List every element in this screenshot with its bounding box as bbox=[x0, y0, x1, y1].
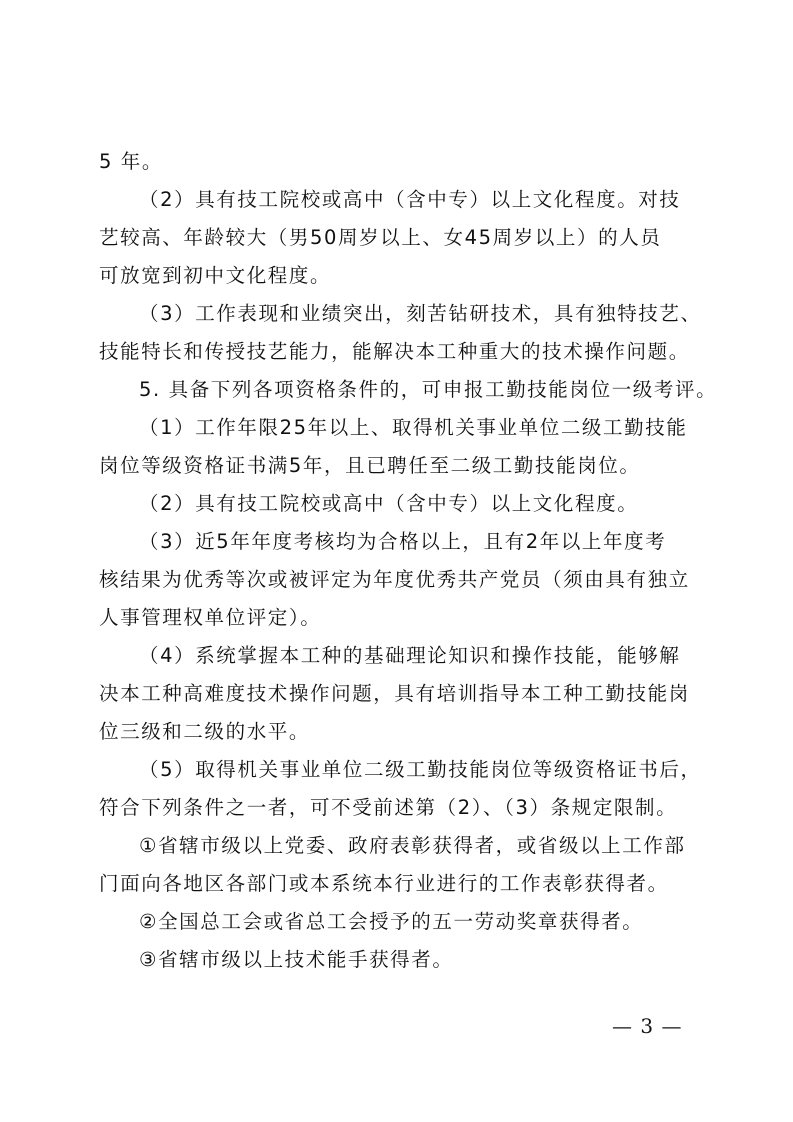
text-line: 核结果为优秀等次或被评定为年度优秀共产党员（须由具有独立 bbox=[99, 568, 690, 591]
page-number: — 3 — bbox=[612, 1014, 683, 1038]
text-line: （3）近5年年度考核均为合格以上，且有2年以上年度考 bbox=[139, 530, 667, 553]
text-line: （2）具有技工院校或高中（含中专）以上文化程度。 bbox=[139, 492, 639, 515]
text-line: 符合下列条件之一者，可不受前述第（2）、（3）条规定限制。 bbox=[99, 796, 678, 819]
text-line: 可放宽到初中文化程度。 bbox=[99, 264, 332, 287]
text-line: 技能特长和传授技艺能力，能解决本工种重大的技术操作问题。 bbox=[99, 340, 690, 363]
text-line: ①省辖市级以上党委、政府表彰获得者，或省级以上工作部 bbox=[139, 834, 686, 857]
text-line: （4）系统掌握本工种的基础理论知识和操作技能，能够解 bbox=[139, 644, 681, 667]
text-line: （2）具有技工院校或高中（含中专）以上文化程度。对技 bbox=[139, 188, 681, 211]
text-line: 门面向各地区各部门或本系统本行业进行的工作表彰获得者。 bbox=[99, 872, 669, 895]
text-line: 岗位等级资格证书满5年，且已聘任至二级工勤技能岗位。 bbox=[99, 454, 641, 477]
text-line: 5 年。 bbox=[99, 150, 164, 173]
text-line: ②全国总工会或省总工会授予的五一劳动奖章获得者。 bbox=[139, 910, 644, 933]
text-line: 决本工种高难度技术操作问题，具有培训指导本工种工勤技能岗 bbox=[99, 682, 690, 705]
text-line: （3）工作表现和业绩突出，刻苦钻研技术，具有独特技艺、 bbox=[139, 302, 702, 325]
text-line: 艺较高、年龄较大（男50周岁以上、女45周岁以上）的人员 bbox=[99, 226, 662, 249]
text-line: 位三级和二级的水平。 bbox=[99, 720, 311, 743]
text-line: ③省辖市级以上技术能手获得者。 bbox=[139, 948, 454, 971]
text-line: 5. 具备下列各项资格条件的，可申报工勤技能岗位一级考评。 bbox=[139, 378, 718, 401]
text-line: （1）工作年限25年以上、取得机关事业单位二级工勤技能 bbox=[139, 416, 688, 439]
text-line: （5）取得机关事业单位二级工勤技能岗位等级资格证书后， bbox=[139, 758, 702, 781]
text-line: 人事管理权单位评定）。 bbox=[99, 606, 322, 629]
